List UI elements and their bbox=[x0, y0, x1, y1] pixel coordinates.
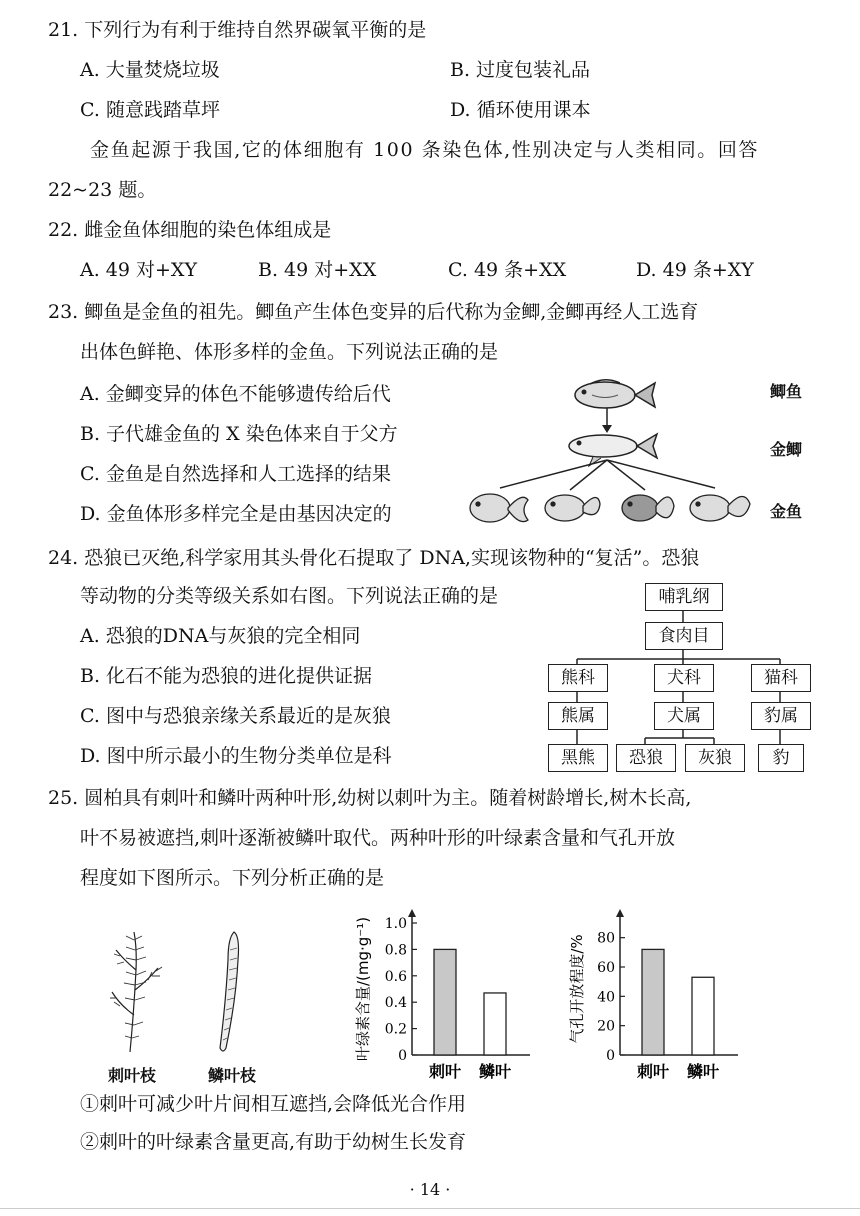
label-goldfish: 金鱼 bbox=[770, 502, 803, 521]
q24-option-a: A. 恐狼的DNA与灰狼的完全相同 bbox=[80, 625, 361, 647]
tree-species-dire-wolf: 恐狼 bbox=[616, 744, 676, 772]
y-tick-label: 0.2 bbox=[384, 1021, 407, 1038]
q22-stem: 22. 雌金鱼体细胞的染色体组成是 bbox=[48, 219, 332, 241]
q22-option-c: C. 49 条+XX bbox=[448, 259, 567, 281]
label-needle-branch: 刺叶枝 bbox=[108, 1066, 157, 1085]
tree-genus-dog: 犬属 bbox=[654, 702, 714, 730]
q23-option-b: B. 子代雄金鱼的 X 染色体来自于父方 bbox=[80, 423, 398, 445]
x-tick-label: 刺叶 bbox=[636, 1062, 670, 1081]
label-scale-branch: 鳞叶枝 bbox=[208, 1066, 257, 1085]
tree-species-black-bear: 黑熊 bbox=[548, 744, 608, 772]
y-tick-label: 0 bbox=[398, 1048, 407, 1064]
q24-option-d: D. 图中所示最小的生物分类单位是科 bbox=[80, 745, 392, 767]
q21-option-c: C. 随意践踏草坪 bbox=[80, 99, 220, 121]
y-tick-label: 80 bbox=[597, 930, 615, 947]
bottom-divider bbox=[0, 1208, 860, 1209]
q21-option-b: B. 过度包装礼品 bbox=[450, 59, 591, 81]
y-tick-label: 40 bbox=[597, 989, 615, 1006]
tree-family-cat: 猫科 bbox=[751, 664, 811, 692]
q23-option-d: D. 金鱼体形多样完全是由基因决定的 bbox=[80, 503, 392, 525]
q23-stem-line2: 出体色鲜艳、体形多样的金鱼。下列说法正确的是 bbox=[80, 341, 499, 363]
bar-scale bbox=[692, 977, 714, 1055]
tree-class: 哺乳纲 bbox=[645, 583, 723, 611]
q22-option-a: A. 49 对+XY bbox=[80, 259, 198, 281]
q24-stem-line2: 等动物的分类等级关系如右图。下列说法正确的是 bbox=[80, 585, 499, 607]
y-tick-label: 20 bbox=[597, 1018, 615, 1035]
q23-stem-line1: 23. 鲫鱼是金鱼的祖先。鲫鱼产生体色变异的后代称为金鲫,金鲫再经人工选育 bbox=[48, 301, 699, 323]
scale-leaf-branch-icon bbox=[208, 930, 248, 1056]
tree-family-bear: 熊科 bbox=[548, 664, 608, 692]
bar-scale bbox=[484, 993, 506, 1055]
y-axis-label: 气孔开放程度/% bbox=[568, 934, 586, 1044]
bar-needle bbox=[642, 949, 664, 1055]
q23-option-a: A. 金鲫变异的体色不能够遗传给后代 bbox=[80, 383, 391, 405]
y-tick-label: 1.0 bbox=[384, 916, 407, 932]
q22-option-d: D. 49 条+XY bbox=[636, 259, 754, 281]
needle-leaf-branch-icon bbox=[108, 930, 168, 1056]
y-axis-arrow bbox=[408, 909, 416, 917]
bar-needle bbox=[434, 949, 456, 1055]
tree-genus-bear: 熊属 bbox=[548, 702, 608, 730]
q24-option-b: B. 化石不能为恐狼的进化提供证据 bbox=[80, 665, 373, 687]
y-axis-label: 叶绿素含量/(mg·g⁻¹) bbox=[354, 916, 372, 1062]
tree-genus-leopard: 豹属 bbox=[751, 702, 811, 730]
q25-statement-2: ②刺叶的叶绿素含量更高,有助于幼树生长发育 bbox=[80, 1131, 467, 1153]
x-tick-label: 鳞叶 bbox=[478, 1062, 512, 1081]
y-tick-label: 60 bbox=[597, 960, 615, 976]
tree-family-dog: 犬科 bbox=[654, 664, 714, 692]
q21-stem: 21. 下列行为有利于维持自然界碳氧平衡的是 bbox=[48, 19, 427, 41]
intro-line1: 金鱼起源于我国,它的体细胞有 100 条染色体,性别决定与人类相同。回答 bbox=[90, 139, 760, 161]
q25-stem-line3: 程度如下图所示。下列分析正确的是 bbox=[80, 867, 385, 889]
label-golden-crucian: 金鲫 bbox=[770, 440, 803, 459]
page-number: · 14 · bbox=[409, 1180, 451, 1199]
stomata-chart bbox=[570, 905, 750, 1085]
q22-option-b: B. 49 对+XX bbox=[258, 259, 377, 281]
chlorophyll-chart bbox=[320, 905, 530, 1085]
q25-stem-line1: 25. 圆柏具有刺叶和鳞叶两种叶形,幼树以刺叶为主。随着树龄增长,树木长高, bbox=[48, 787, 692, 809]
tree-order: 食肉目 bbox=[645, 622, 723, 650]
y-axis-arrow bbox=[616, 909, 624, 917]
q25-stem-line2: 叶不易被遮挡,刺叶逐渐被鳞叶取代。两种叶形的叶绿素含量和气孔开放 bbox=[80, 827, 676, 849]
q24-stem-line1: 24. 恐狼已灭绝,科学家用其头骨化石提取了 DNA,实现该物种的“复活”。恐狼 bbox=[48, 547, 700, 569]
tree-species-gray-wolf: 灰狼 bbox=[685, 744, 745, 772]
y-tick-label: 0.6 bbox=[384, 968, 407, 985]
q24-option-c: C. 图中与恐狼亲缘关系最近的是灰狼 bbox=[80, 705, 391, 727]
intro-line2: 22~23 题。 bbox=[48, 179, 157, 201]
x-tick-label: 刺叶 bbox=[428, 1062, 462, 1081]
x-tick-label: 鳞叶 bbox=[686, 1062, 720, 1081]
tree-species-leopard: 豹 bbox=[758, 744, 804, 772]
q23-option-c: C. 金鱼是自然选择和人工选择的结果 bbox=[80, 463, 391, 485]
y-tick-label: 0.4 bbox=[384, 995, 407, 1012]
q21-option-a: A. 大量焚烧垃圾 bbox=[80, 59, 220, 81]
y-tick-label: 0 bbox=[606, 1048, 615, 1064]
y-tick-label: 0.8 bbox=[384, 942, 407, 959]
label-crucian-carp: 鲫鱼 bbox=[770, 382, 803, 401]
q25-statement-1: ①刺叶可减少叶片间相互遮挡,会降低光合作用 bbox=[80, 1093, 467, 1115]
q21-option-d: D. 循环使用课本 bbox=[450, 99, 591, 121]
